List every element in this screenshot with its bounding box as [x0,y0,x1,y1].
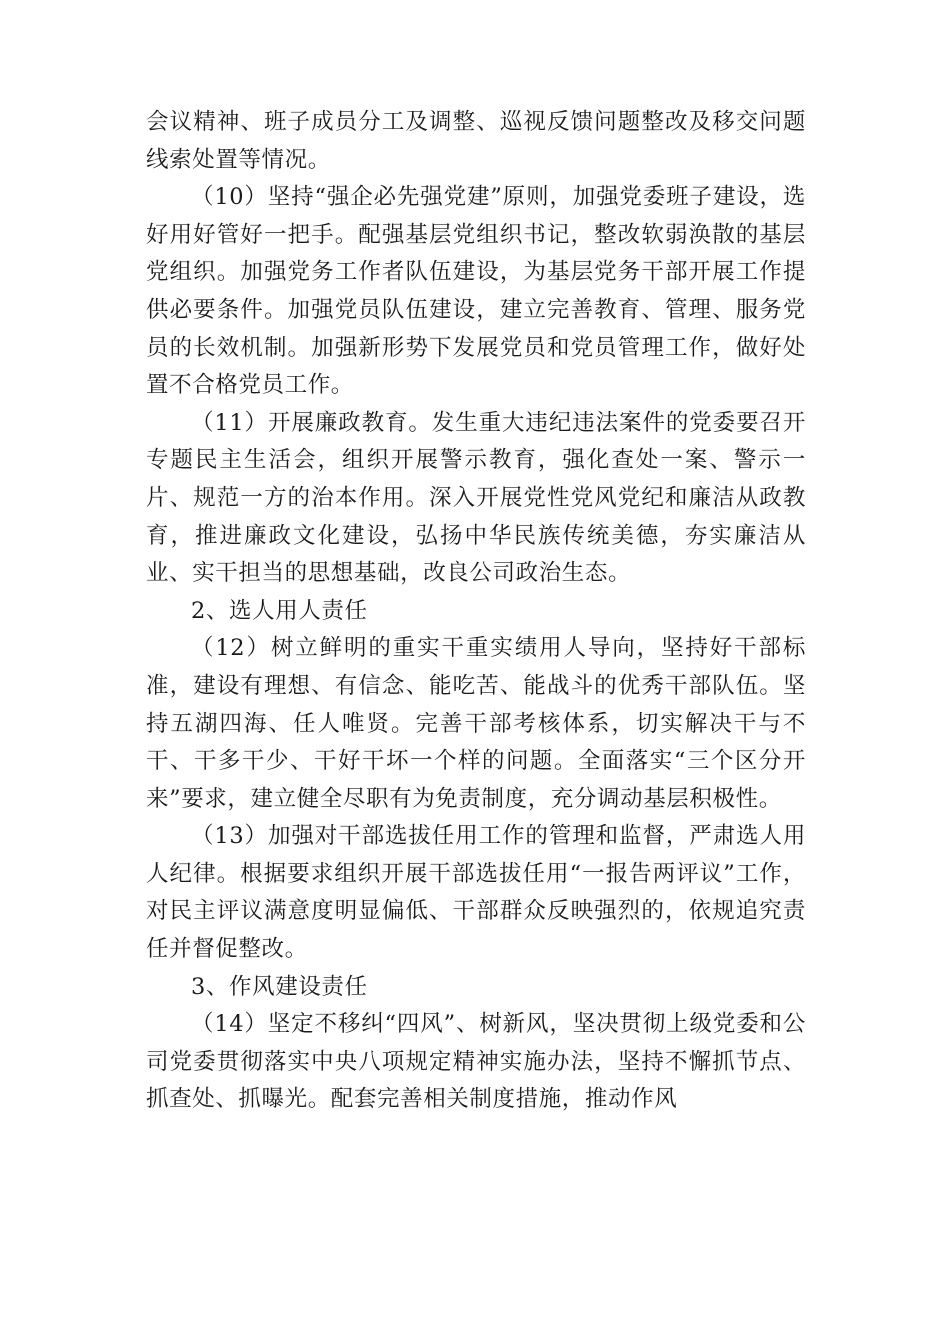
paragraph-item-12: （12）树立鲜明的重实干重实绩用人导向，坚持好干部标准，建设有理想、有信念、能吃苦、能战斗的优秀干部队伍。坚持五湖四海、任人唯贤。完善干部考核体系，切实解决干与不干、干多干少、干好干坏一个样的问题。全面落实“三个区分开来”要求，建立健全尽职有为免责制度，充分调动基层积极性。 [146,635,806,812]
document-body [146,104,806,1119]
paragraph-item-13: （13）加强对干部选拔任用工作的管理和监督，严肃选人用人纪律。根据要求组织开展干部选拔任用“一报告两评议”工作，对民主评议满意度明显偏低、干部群众反映强烈的，依规追究责任并督促整改。 [146,823,806,963]
section-heading-2: 2、选人用人责任 [191,597,368,624]
paragraph-item-14: （14）坚定不移纠“四风”、树新风，坚决贯彻上级党委和公司党委贯彻落实中央八项规定精神实施办法，坚持不懈抓节点、抓查处、抓曝光。配套完善相关制度措施，推动作风 [146,1011,806,1113]
paragraph-item-11: （11）开展廉政教育。发生重大违纪违法案件的党委要召开专题民主生活会，组织开展警示教育，强化查处一案、警示一片、规范一方的治本作用。深入开展党性党风党纪和廉洁从政教育，推进廉政文化建设，弘扬中华民族传统美德，夯实廉洁从业、实干担当的思想基础，改良公司政治生态。 [146,409,806,587]
paragraph-continuation: 会议精神、班子成员分工及调整、巡视反馈问题整改及移交问题线索处置等情况。 [146,109,806,173]
paragraph-item-10: （10）坚持“强企必先强党建”原则，加强党委班子建设，选好用好管好一把手。配强基层党组织书记，整改软弱涣散的基层党组织。加强党务工作者队伍建设，为基层党务干部开展工作提供必要条件。加强党员队伍建设，建立完善教育、管理、服务党员的长效机制。加强新形势下发展党员和党员管理工作，做好处置不合格党员工作。 [146,184,806,399]
section-heading-3: 3、作风建设责任 [191,973,368,1000]
